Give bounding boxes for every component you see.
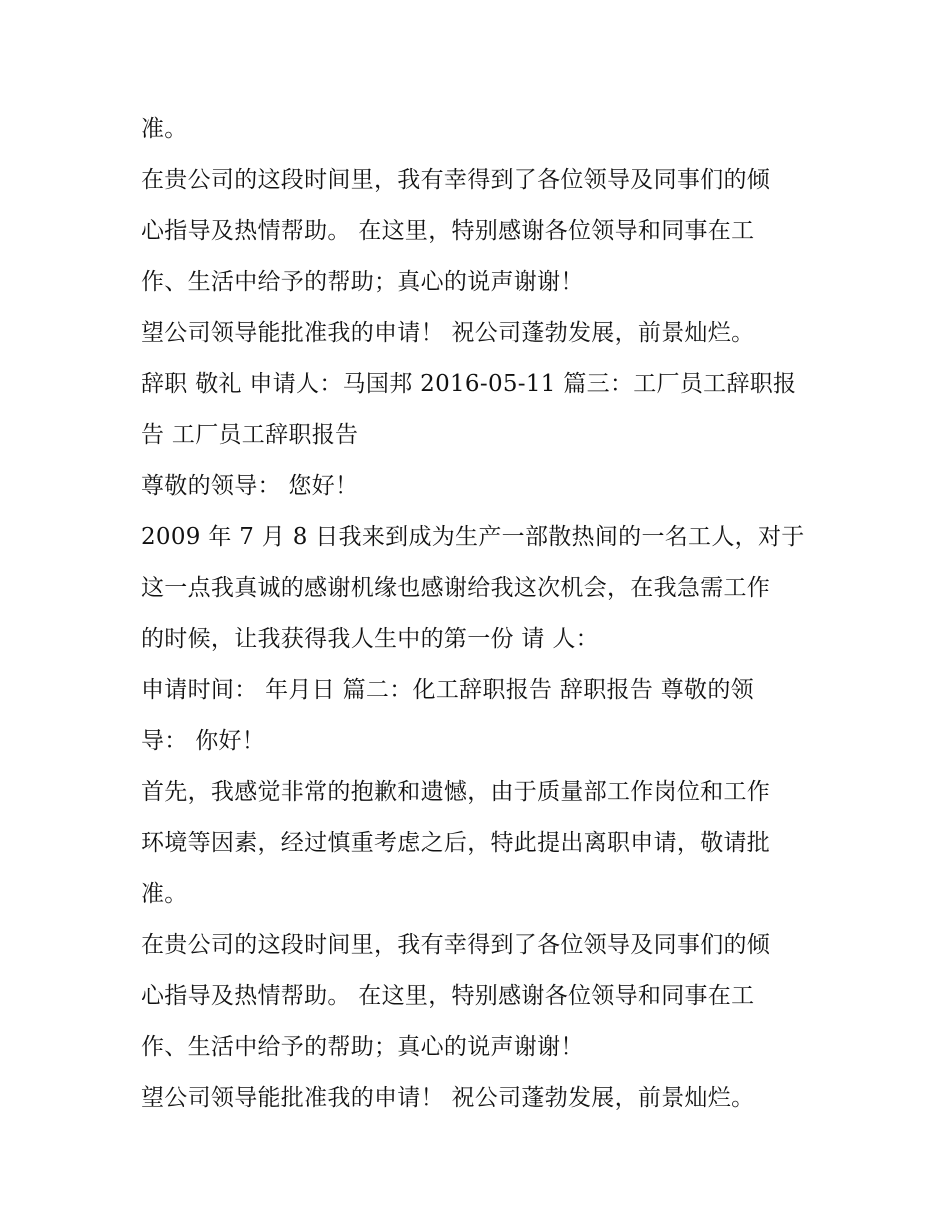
text-line: 辞职 敬礼 申请人：马国邦 2016-05-11 篇三：工厂员工辞职报	[141, 371, 797, 397]
text-line: 在贵公司的这段时间里，我有幸得到了各位领导及同事们的倾	[141, 167, 771, 193]
text-line: 心指导及热情帮助。 在这里，特别感谢各位领导和同事在工	[141, 983, 755, 1009]
text-line: 这一点我真诚的感谢机缘也感谢给我这次机会，在我急需工作	[141, 575, 771, 601]
text-line: 心指导及热情帮助。 在这里，特别感谢各位领导和同事在工	[141, 218, 755, 244]
text-line: 望公司领导能批准我的申请！ 祝公司蓬勃发展，前景灿烂。	[141, 1085, 755, 1111]
text-line: 准。	[141, 881, 188, 907]
document-body	[141, 104, 821, 1124]
text-line: 准。	[141, 116, 188, 142]
text-line: 作、生活中给予的帮助；真心的说声谢谢！	[141, 1034, 584, 1060]
text-line: 在贵公司的这段时间里，我有幸得到了各位领导及同事们的倾	[141, 932, 771, 958]
text-line: 2009 年 7 月 8 日我来到成为生产一部散热间的一名工人，对于	[141, 524, 805, 550]
text-line: 作、生活中给予的帮助；真心的说声谢谢！	[141, 269, 584, 295]
text-line: 望公司领导能批准我的申请！ 祝公司蓬勃发展，前景灿烂。	[141, 320, 755, 346]
text-line: 告 工厂员工辞职报告	[141, 422, 359, 448]
text-line: 尊敬的领导： 您好！	[141, 473, 359, 499]
text-line: 导： 你好！	[141, 728, 266, 754]
text-line: 申请时间： 年月日 篇二：化工辞职报告 辞职报告 尊敬的领	[141, 677, 754, 703]
text-line: 的时候，让我获得我人生中的第一份 请 人：	[141, 626, 599, 652]
text-line: 环境等因素，经过慎重考虑之后，特此提出离职申请，敬请批	[141, 830, 771, 856]
text-line: 首先，我感觉非常的抱歉和遗憾，由于质量部工作岗位和工作	[141, 779, 771, 805]
document-text	[141, 104, 821, 1124]
